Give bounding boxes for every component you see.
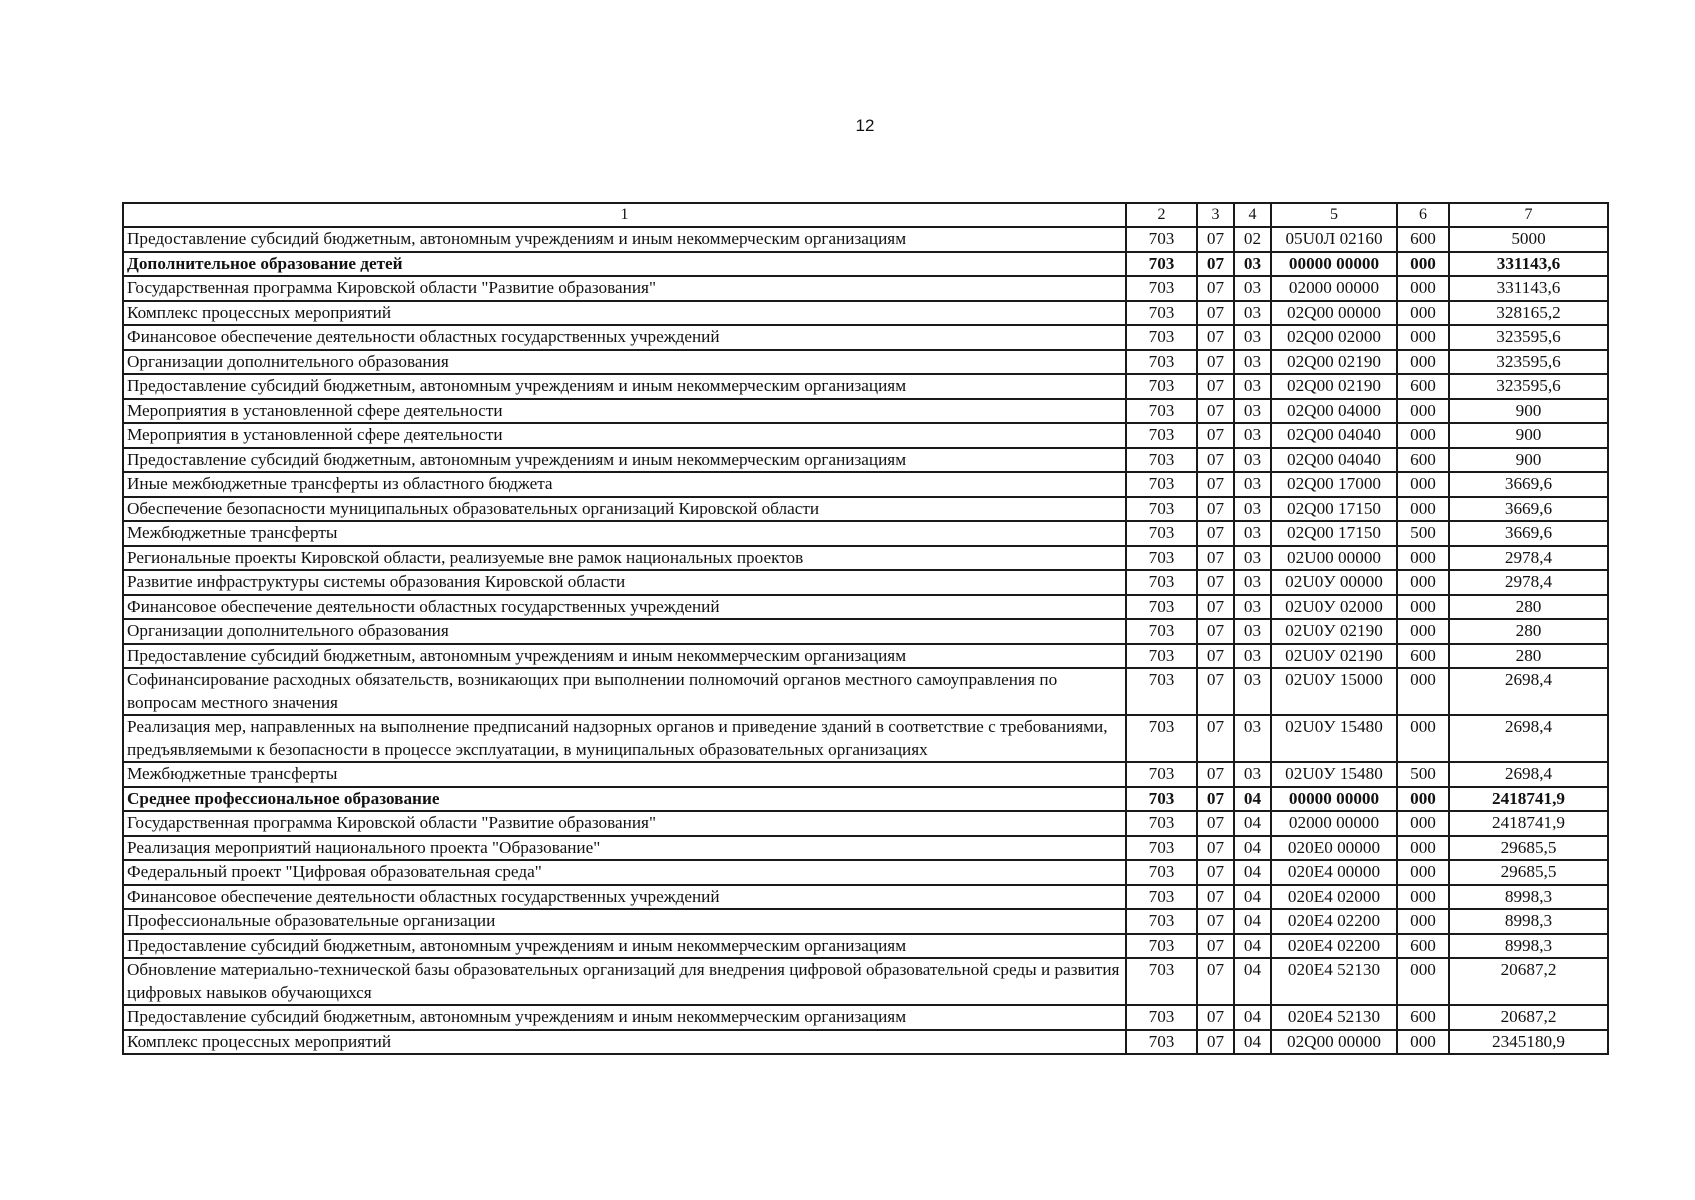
row-name-cell: Предоставление субсидий бюджетным, автономным учреждениям и иным некоммерческим организациям (123, 227, 1126, 252)
row-section-cell: 07 (1197, 934, 1234, 959)
row-section-cell: 07 (1197, 448, 1234, 473)
row-name-cell: Софинансирование расходных обязательств, возникающих при выполнении полномочий органов местного самоуправления по вопросам местного значения (123, 668, 1126, 715)
header-col-4: 4 (1234, 203, 1271, 227)
table-row (123, 860, 1608, 885)
row-name-cell: Мероприятия в установленной сфере деятельности (123, 423, 1126, 448)
row-target-article-cell: 02U0У 02190 (1271, 619, 1397, 644)
table-row (123, 958, 1608, 1005)
row-name-cell: Предоставление субсидий бюджетным, автономным учреждениям и иным некоммерческим организациям (123, 448, 1126, 473)
row-chapter-cell: 703 (1126, 350, 1197, 375)
row-subsection-cell: 03 (1234, 546, 1271, 571)
row-name-cell: Предоставление субсидий бюджетным, автономным учреждениям и иным некоммерческим организациям (123, 644, 1126, 669)
row-expense-type-cell: 000 (1397, 1030, 1449, 1055)
row-target-article-cell: 02Q00 17150 (1271, 521, 1397, 546)
row-target-article-cell: 020E4 52130 (1271, 1005, 1397, 1030)
row-target-article-cell: 020E4 02000 (1271, 885, 1397, 910)
row-amount-cell: 280 (1449, 595, 1608, 620)
row-name-cell: Профессиональные образовательные организации (123, 909, 1126, 934)
row-subsection-cell: 03 (1234, 423, 1271, 448)
table-row (123, 374, 1608, 399)
row-chapter-cell: 703 (1126, 885, 1197, 910)
row-subsection-cell: 03 (1234, 644, 1271, 669)
row-chapter-cell: 703 (1126, 374, 1197, 399)
row-section-cell: 07 (1197, 497, 1234, 522)
row-target-article-cell: 02Q00 04000 (1271, 399, 1397, 424)
row-amount-cell: 331143,6 (1449, 276, 1608, 301)
row-section-cell: 07 (1197, 472, 1234, 497)
row-chapter-cell: 703 (1126, 1030, 1197, 1055)
row-chapter-cell: 703 (1126, 276, 1197, 301)
header-col-5: 5 (1271, 203, 1397, 227)
row-section-cell: 07 (1197, 1005, 1234, 1030)
header-col-3: 3 (1197, 203, 1234, 227)
row-amount-cell: 2978,4 (1449, 546, 1608, 571)
row-name-cell: Развитие инфраструктуры системы образования Кировской области (123, 570, 1126, 595)
row-target-article-cell: 02Q00 02000 (1271, 325, 1397, 350)
row-chapter-cell: 703 (1126, 811, 1197, 836)
row-subsection-cell: 03 (1234, 374, 1271, 399)
row-section-cell: 07 (1197, 521, 1234, 546)
row-amount-cell: 280 (1449, 619, 1608, 644)
row-expense-type-cell: 000 (1397, 715, 1449, 762)
row-chapter-cell: 703 (1126, 715, 1197, 762)
table-row (123, 836, 1608, 861)
row-name-cell: Среднее профессиональное образование (123, 787, 1126, 812)
table-row (123, 1005, 1608, 1030)
row-name-cell: Межбюджетные трансферты (123, 521, 1126, 546)
row-target-article-cell: 020E0 00000 (1271, 836, 1397, 861)
row-chapter-cell: 703 (1126, 325, 1197, 350)
row-subsection-cell: 03 (1234, 301, 1271, 326)
row-subsection-cell: 03 (1234, 276, 1271, 301)
table-row (123, 350, 1608, 375)
row-name-cell: Федеральный проект "Цифровая образовательная среда" (123, 860, 1126, 885)
row-subsection-cell: 04 (1234, 787, 1271, 812)
row-amount-cell: 29685,5 (1449, 836, 1608, 861)
row-name-cell: Комплекс процессных мероприятий (123, 1030, 1126, 1055)
row-amount-cell: 323595,6 (1449, 374, 1608, 399)
row-target-article-cell: 02U0У 15480 (1271, 762, 1397, 787)
row-section-cell: 07 (1197, 619, 1234, 644)
row-subsection-cell: 04 (1234, 909, 1271, 934)
row-section-cell: 07 (1197, 252, 1234, 277)
row-target-article-cell: 02Q00 02190 (1271, 374, 1397, 399)
row-target-article-cell: 00000 00000 (1271, 252, 1397, 277)
row-expense-type-cell: 000 (1397, 472, 1449, 497)
table-row (123, 227, 1608, 252)
row-chapter-cell: 703 (1126, 472, 1197, 497)
row-subsection-cell: 04 (1234, 860, 1271, 885)
row-amount-cell: 280 (1449, 644, 1608, 669)
row-expense-type-cell: 000 (1397, 325, 1449, 350)
header-col-7: 7 (1449, 203, 1608, 227)
row-amount-cell: 2418741,9 (1449, 811, 1608, 836)
table-row (123, 644, 1608, 669)
row-amount-cell: 8998,3 (1449, 934, 1608, 959)
row-name-cell: Организации дополнительного образования (123, 619, 1126, 644)
row-amount-cell: 20687,2 (1449, 1005, 1608, 1030)
row-expense-type-cell: 600 (1397, 227, 1449, 252)
row-target-article-cell: 02000 00000 (1271, 276, 1397, 301)
row-chapter-cell: 703 (1126, 934, 1197, 959)
row-amount-cell: 2698,4 (1449, 668, 1608, 715)
table-row (123, 787, 1608, 812)
row-expense-type-cell: 000 (1397, 668, 1449, 715)
row-chapter-cell: 703 (1126, 1005, 1197, 1030)
row-target-article-cell: 020E4 02200 (1271, 934, 1397, 959)
row-target-article-cell: 02Q00 02190 (1271, 350, 1397, 375)
row-amount-cell: 8998,3 (1449, 909, 1608, 934)
row-chapter-cell: 703 (1126, 252, 1197, 277)
row-subsection-cell: 03 (1234, 497, 1271, 522)
table-row (123, 301, 1608, 326)
row-target-article-cell: 02Q00 00000 (1271, 1030, 1397, 1055)
row-section-cell: 07 (1197, 668, 1234, 715)
row-name-cell: Обновление материально-технической базы образовательных организаций для внедрения цифровой образовательной среды и развития цифровых навыков обучающихся (123, 958, 1126, 1005)
row-subsection-cell: 04 (1234, 1005, 1271, 1030)
row-target-article-cell: 02Q00 17150 (1271, 497, 1397, 522)
row-target-article-cell: 02U00 00000 (1271, 546, 1397, 571)
row-amount-cell: 328165,2 (1449, 301, 1608, 326)
table-row (123, 399, 1608, 424)
row-amount-cell: 29685,5 (1449, 860, 1608, 885)
row-subsection-cell: 03 (1234, 570, 1271, 595)
row-chapter-cell: 703 (1126, 787, 1197, 812)
row-name-cell: Финансовое обеспечение деятельности областных государственных учреждений (123, 885, 1126, 910)
header-col-1: 1 (123, 203, 1126, 227)
header-row (123, 203, 1608, 227)
row-subsection-cell: 03 (1234, 668, 1271, 715)
row-amount-cell: 323595,6 (1449, 350, 1608, 375)
row-expense-type-cell: 000 (1397, 958, 1449, 1005)
row-subsection-cell: 03 (1234, 619, 1271, 644)
row-expense-type-cell: 000 (1397, 423, 1449, 448)
row-target-article-cell: 02Q00 04040 (1271, 448, 1397, 473)
row-expense-type-cell: 000 (1397, 787, 1449, 812)
row-section-cell: 07 (1197, 399, 1234, 424)
row-section-cell: 07 (1197, 325, 1234, 350)
row-expense-type-cell: 000 (1397, 811, 1449, 836)
row-chapter-cell: 703 (1126, 836, 1197, 861)
row-expense-type-cell: 000 (1397, 276, 1449, 301)
row-chapter-cell: 703 (1126, 570, 1197, 595)
table-row (123, 423, 1608, 448)
row-name-cell: Финансовое обеспечение деятельности областных государственных учреждений (123, 325, 1126, 350)
row-expense-type-cell: 000 (1397, 350, 1449, 375)
row-subsection-cell: 04 (1234, 885, 1271, 910)
row-amount-cell: 20687,2 (1449, 958, 1608, 1005)
row-chapter-cell: 703 (1126, 860, 1197, 885)
row-name-cell: Реализация мер, направленных на выполнение предписаний надзорных органов и приведение зданий в соответствие с требованиями, предъявляемыми к безопасности в процессе эксплуатации, в муниципальных образовательных организациях (123, 715, 1126, 762)
row-subsection-cell: 04 (1234, 836, 1271, 861)
row-name-cell: Предоставление субсидий бюджетным, автономным учреждениям и иным некоммерческим организациям (123, 934, 1126, 959)
row-target-article-cell: 02U0У 02190 (1271, 644, 1397, 669)
row-expense-type-cell: 600 (1397, 374, 1449, 399)
row-subsection-cell: 03 (1234, 715, 1271, 762)
row-name-cell: Дополнительное образование детей (123, 252, 1126, 277)
row-expense-type-cell: 000 (1397, 252, 1449, 277)
row-expense-type-cell: 000 (1397, 497, 1449, 522)
row-name-cell: Государственная программа Кировской области "Развитие образования" (123, 811, 1126, 836)
row-expense-type-cell: 000 (1397, 836, 1449, 861)
row-section-cell: 07 (1197, 227, 1234, 252)
row-chapter-cell: 703 (1126, 521, 1197, 546)
row-expense-type-cell: 000 (1397, 301, 1449, 326)
row-chapter-cell: 703 (1126, 546, 1197, 571)
row-section-cell: 07 (1197, 811, 1234, 836)
row-subsection-cell: 02 (1234, 227, 1271, 252)
row-chapter-cell: 703 (1126, 909, 1197, 934)
row-target-article-cell: 02Q00 00000 (1271, 301, 1397, 326)
row-target-article-cell: 020E4 02200 (1271, 909, 1397, 934)
header-col-6: 6 (1397, 203, 1449, 227)
table-row (123, 595, 1608, 620)
row-expense-type-cell: 000 (1397, 546, 1449, 571)
row-target-article-cell: 05U0Л 02160 (1271, 227, 1397, 252)
row-target-article-cell: 02U0У 15480 (1271, 715, 1397, 762)
row-subsection-cell: 03 (1234, 472, 1271, 497)
row-chapter-cell: 703 (1126, 497, 1197, 522)
table-row (123, 811, 1608, 836)
row-subsection-cell: 04 (1234, 958, 1271, 1005)
row-section-cell: 07 (1197, 762, 1234, 787)
table-row (123, 934, 1608, 959)
row-expense-type-cell: 500 (1397, 521, 1449, 546)
row-expense-type-cell: 500 (1397, 762, 1449, 787)
table-row (123, 325, 1608, 350)
row-chapter-cell: 703 (1126, 668, 1197, 715)
row-expense-type-cell: 600 (1397, 934, 1449, 959)
row-name-cell: Комплекс процессных мероприятий (123, 301, 1126, 326)
row-chapter-cell: 703 (1126, 399, 1197, 424)
row-subsection-cell: 04 (1234, 1030, 1271, 1055)
row-expense-type-cell: 000 (1397, 399, 1449, 424)
row-amount-cell: 3669,6 (1449, 521, 1608, 546)
row-chapter-cell: 703 (1126, 595, 1197, 620)
row-amount-cell: 5000 (1449, 227, 1608, 252)
table-row (123, 497, 1608, 522)
row-subsection-cell: 03 (1234, 521, 1271, 546)
table-row (123, 1030, 1608, 1055)
row-subsection-cell: 03 (1234, 762, 1271, 787)
row-section-cell: 07 (1197, 1030, 1234, 1055)
row-section-cell: 07 (1197, 644, 1234, 669)
row-name-cell: Обеспечение безопасности муниципальных образовательных организаций Кировской области (123, 497, 1126, 522)
row-target-article-cell: 02Q00 04040 (1271, 423, 1397, 448)
row-name-cell: Реализация мероприятий национального проекта "Образование" (123, 836, 1126, 861)
row-chapter-cell: 703 (1126, 619, 1197, 644)
row-name-cell: Мероприятия в установленной сфере деятельности (123, 399, 1126, 424)
table-row (123, 546, 1608, 571)
table-row (123, 472, 1608, 497)
row-amount-cell: 8998,3 (1449, 885, 1608, 910)
row-expense-type-cell: 000 (1397, 909, 1449, 934)
row-section-cell: 07 (1197, 423, 1234, 448)
row-subsection-cell: 03 (1234, 399, 1271, 424)
row-amount-cell: 323595,6 (1449, 325, 1608, 350)
row-section-cell: 07 (1197, 350, 1234, 375)
row-section-cell: 07 (1197, 301, 1234, 326)
row-section-cell: 07 (1197, 909, 1234, 934)
row-name-cell: Региональные проекты Кировской области, реализуемые вне рамок национальных проектов (123, 546, 1126, 571)
row-chapter-cell: 703 (1126, 958, 1197, 1005)
table-row (123, 448, 1608, 473)
row-section-cell: 07 (1197, 836, 1234, 861)
row-expense-type-cell: 000 (1397, 570, 1449, 595)
table-row (123, 668, 1608, 715)
row-amount-cell: 331143,6 (1449, 252, 1608, 277)
row-amount-cell: 2698,4 (1449, 715, 1608, 762)
row-subsection-cell: 03 (1234, 595, 1271, 620)
row-chapter-cell: 703 (1126, 762, 1197, 787)
row-amount-cell: 3669,6 (1449, 472, 1608, 497)
row-subsection-cell: 03 (1234, 252, 1271, 277)
row-target-article-cell: 020E4 52130 (1271, 958, 1397, 1005)
row-section-cell: 07 (1197, 374, 1234, 399)
row-amount-cell: 2418741,9 (1449, 787, 1608, 812)
row-section-cell: 07 (1197, 787, 1234, 812)
table-row (123, 570, 1608, 595)
row-target-article-cell: 02U0У 02000 (1271, 595, 1397, 620)
row-subsection-cell: 04 (1234, 811, 1271, 836)
row-subsection-cell: 03 (1234, 448, 1271, 473)
row-expense-type-cell: 000 (1397, 860, 1449, 885)
row-expense-type-cell: 000 (1397, 619, 1449, 644)
row-expense-type-cell: 600 (1397, 1005, 1449, 1030)
row-name-cell: Предоставление субсидий бюджетным, автономным учреждениям и иным некоммерческим организациям (123, 1005, 1126, 1030)
row-subsection-cell: 04 (1234, 934, 1271, 959)
row-name-cell: Организации дополнительного образования (123, 350, 1126, 375)
row-amount-cell: 900 (1449, 448, 1608, 473)
row-target-article-cell: 00000 00000 (1271, 787, 1397, 812)
row-section-cell: 07 (1197, 570, 1234, 595)
row-section-cell: 07 (1197, 958, 1234, 1005)
row-subsection-cell: 03 (1234, 325, 1271, 350)
row-chapter-cell: 703 (1126, 301, 1197, 326)
row-section-cell: 07 (1197, 546, 1234, 571)
row-section-cell: 07 (1197, 276, 1234, 301)
table-row (123, 715, 1608, 762)
row-name-cell: Предоставление субсидий бюджетным, автономным учреждениям и иным некоммерческим организациям (123, 374, 1126, 399)
table-row (123, 252, 1608, 277)
row-name-cell: Государственная программа Кировской области "Развитие образования" (123, 276, 1126, 301)
row-amount-cell: 900 (1449, 399, 1608, 424)
row-section-cell: 07 (1197, 885, 1234, 910)
row-name-cell: Межбюджетные трансферты (123, 762, 1126, 787)
page-number: 12 (855, 116, 875, 135)
row-section-cell: 07 (1197, 595, 1234, 620)
row-expense-type-cell: 000 (1397, 885, 1449, 910)
row-chapter-cell: 703 (1126, 227, 1197, 252)
table-row (123, 619, 1608, 644)
table-row (123, 885, 1608, 910)
row-chapter-cell: 703 (1126, 423, 1197, 448)
row-name-cell: Финансовое обеспечение деятельности областных государственных учреждений (123, 595, 1126, 620)
header-col-2: 2 (1126, 203, 1197, 227)
row-amount-cell: 900 (1449, 423, 1608, 448)
budget-table (122, 202, 1609, 1055)
row-section-cell: 07 (1197, 860, 1234, 885)
row-expense-type-cell: 000 (1397, 595, 1449, 620)
row-chapter-cell: 703 (1126, 644, 1197, 669)
row-expense-type-cell: 600 (1397, 644, 1449, 669)
row-target-article-cell: 02000 00000 (1271, 811, 1397, 836)
table-row (123, 521, 1608, 546)
table-row (123, 276, 1608, 301)
row-amount-cell: 2345180,9 (1449, 1030, 1608, 1055)
row-amount-cell: 2978,4 (1449, 570, 1608, 595)
row-name-cell: Иные межбюджетные трансферты из областного бюджета (123, 472, 1126, 497)
row-target-article-cell: 020E4 00000 (1271, 860, 1397, 885)
table-row (123, 762, 1608, 787)
row-amount-cell: 3669,6 (1449, 497, 1608, 522)
row-amount-cell: 2698,4 (1449, 762, 1608, 787)
row-expense-type-cell: 600 (1397, 448, 1449, 473)
row-section-cell: 07 (1197, 715, 1234, 762)
row-target-article-cell: 02U0У 00000 (1271, 570, 1397, 595)
row-subsection-cell: 03 (1234, 350, 1271, 375)
table-row (123, 909, 1608, 934)
row-target-article-cell: 02U0У 15000 (1271, 668, 1397, 715)
row-chapter-cell: 703 (1126, 448, 1197, 473)
row-target-article-cell: 02Q00 17000 (1271, 472, 1397, 497)
